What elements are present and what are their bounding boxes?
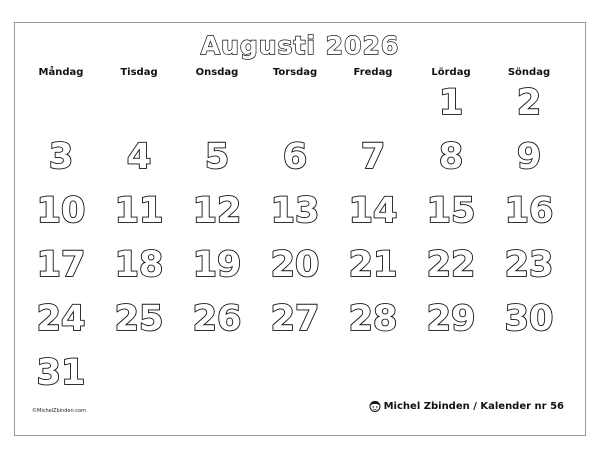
weekday-label: Torsdag: [272, 67, 318, 78]
day-number: 5: [204, 137, 230, 177]
weekday-label: Fredag: [353, 67, 393, 78]
day-number: 16: [504, 191, 554, 231]
day-number: 27: [270, 299, 320, 339]
weekday-label: Onsdag: [195, 67, 239, 78]
day-number: 19: [192, 245, 242, 285]
day-number: 12: [192, 191, 242, 231]
website-text: ©MichelZbinden.com: [32, 408, 86, 414]
day-number: 3: [48, 137, 74, 177]
weekday-label: Tisdag: [120, 67, 158, 78]
day-number: 30: [504, 299, 554, 339]
day-number: 23: [504, 245, 554, 285]
day-number: 4: [126, 137, 152, 177]
day-number: 9: [516, 137, 542, 177]
credit-line: [369, 400, 564, 412]
face-icon: [369, 400, 381, 412]
weekday-label: Måndag: [38, 67, 84, 78]
day-number: 11: [114, 191, 164, 231]
credit-text: Michel Zbinden / Kalender nr 56: [383, 400, 564, 412]
day-number: 25: [114, 299, 164, 339]
calendar-grid: [22, 80, 568, 400]
calendar-title: Augusti 2026: [200, 31, 400, 60]
day-number: 14: [348, 191, 398, 231]
day-number: 29: [426, 299, 476, 339]
day-number: 2: [516, 83, 542, 123]
day-number: 31: [36, 353, 86, 393]
day-number: 17: [36, 245, 86, 285]
day-number: 10: [36, 191, 86, 231]
day-number: 15: [426, 191, 476, 231]
day-number: 22: [426, 245, 476, 285]
day-number: 28: [348, 299, 398, 339]
weekday-label: Söndag: [507, 67, 551, 78]
weekday-label: Lördag: [431, 67, 471, 78]
day-number: 21: [348, 245, 398, 285]
day-number: 24: [36, 299, 86, 339]
day-number: 6: [282, 137, 308, 177]
day-number: 13: [270, 191, 320, 231]
day-number: 26: [192, 299, 242, 339]
day-number: 7: [360, 137, 386, 177]
day-number: 1: [438, 83, 464, 123]
day-number: 20: [270, 245, 320, 285]
day-number: 8: [438, 137, 464, 177]
day-number: 18: [114, 245, 164, 285]
